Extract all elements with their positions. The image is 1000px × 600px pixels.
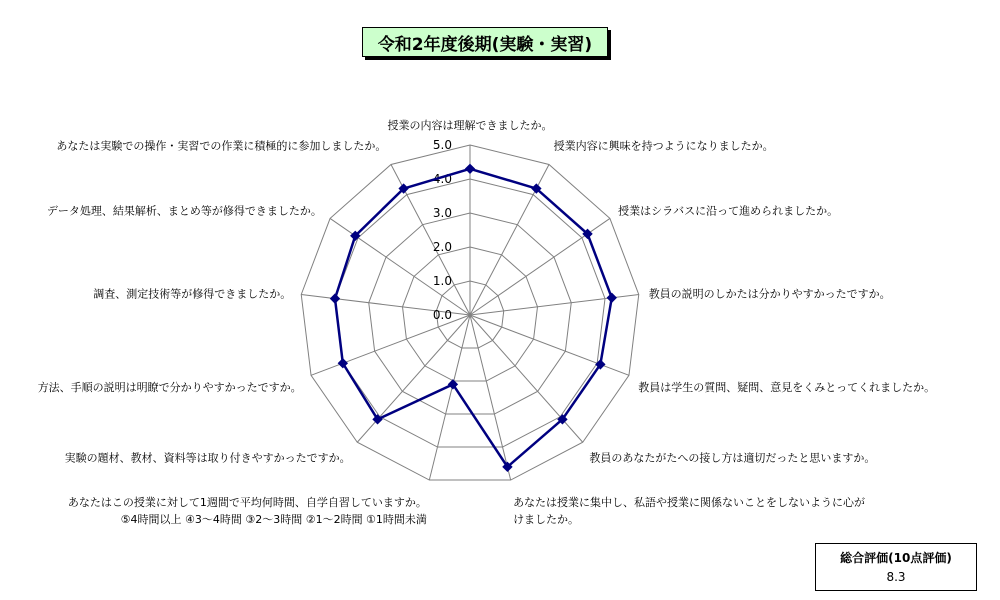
tick-label: 3.0: [432, 206, 452, 220]
grid-spoke: [470, 315, 629, 375]
overall-score-value: 8.3: [886, 570, 906, 584]
data-point: [466, 164, 475, 173]
axis-category-label: 教員のあなたがたへの接し方は適切だったと思いますか。: [589, 451, 876, 465]
tick-label: 5.0: [432, 138, 452, 152]
axis-category-label: あなたは授業に集中し、私語や授業に関係ないことをしないように心が: [513, 495, 866, 509]
overall-score-label: 総合評価(10点評価): [840, 551, 952, 565]
tick-label: 4.0: [432, 172, 452, 186]
grid-spoke: [470, 315, 511, 480]
axis-category-label: 授業内容に興味を持つようになりましたか。: [553, 139, 774, 153]
tick-label: 1.0: [432, 274, 452, 288]
grid-spoke: [357, 315, 470, 442]
axis-category-label: 授業はシラバスに沿って進められましたか。: [618, 204, 839, 218]
axis-category-label: ⑤4時間以上 ④3～4時間 ③2～3時間 ②1～2時間 ①1時間未満: [120, 512, 427, 526]
data-point: [330, 294, 339, 303]
axis-category-label: 教員は学生の質問、疑問、意見をくみとってくれましたか。: [638, 380, 936, 394]
axis-category-label: 実験の題材、教材、資料等は取り付きやすかったですか。: [64, 451, 351, 465]
axis-category-label: 方法、手順の説明は明瞭で分かりやすかったですか。: [37, 380, 302, 394]
axis-category-label: けましたか。: [513, 512, 580, 526]
grid-spoke: [429, 315, 470, 480]
axis-category-label: データ処理、結果解析、まとめ等が修得できましたか。: [46, 204, 322, 218]
data-point: [607, 293, 616, 302]
overall-score-box: [815, 543, 977, 591]
axis-category-label: 調査、測定技術等が修得できましたか。: [93, 287, 292, 301]
grid-spoke: [311, 315, 470, 375]
axis-category-label: 教員の説明のしかたは分かりやすかったですか。: [648, 287, 891, 301]
chart-title: 令和2年度後期(実験・実習): [362, 27, 608, 57]
axis-category-label: 授業の内容は理解できましたか。: [387, 119, 553, 132]
axis-category-label: あなたはこの授業に対して1週間で平均何時間、自学自習していますか。: [67, 495, 427, 509]
axis-category-label: あなたは実験での操作・実習での作業に積極的に参加しましたか。: [56, 139, 387, 153]
tick-label: 2.0: [432, 240, 452, 254]
tick-label: 0.0: [432, 308, 452, 322]
grid-spoke: [470, 315, 583, 442]
